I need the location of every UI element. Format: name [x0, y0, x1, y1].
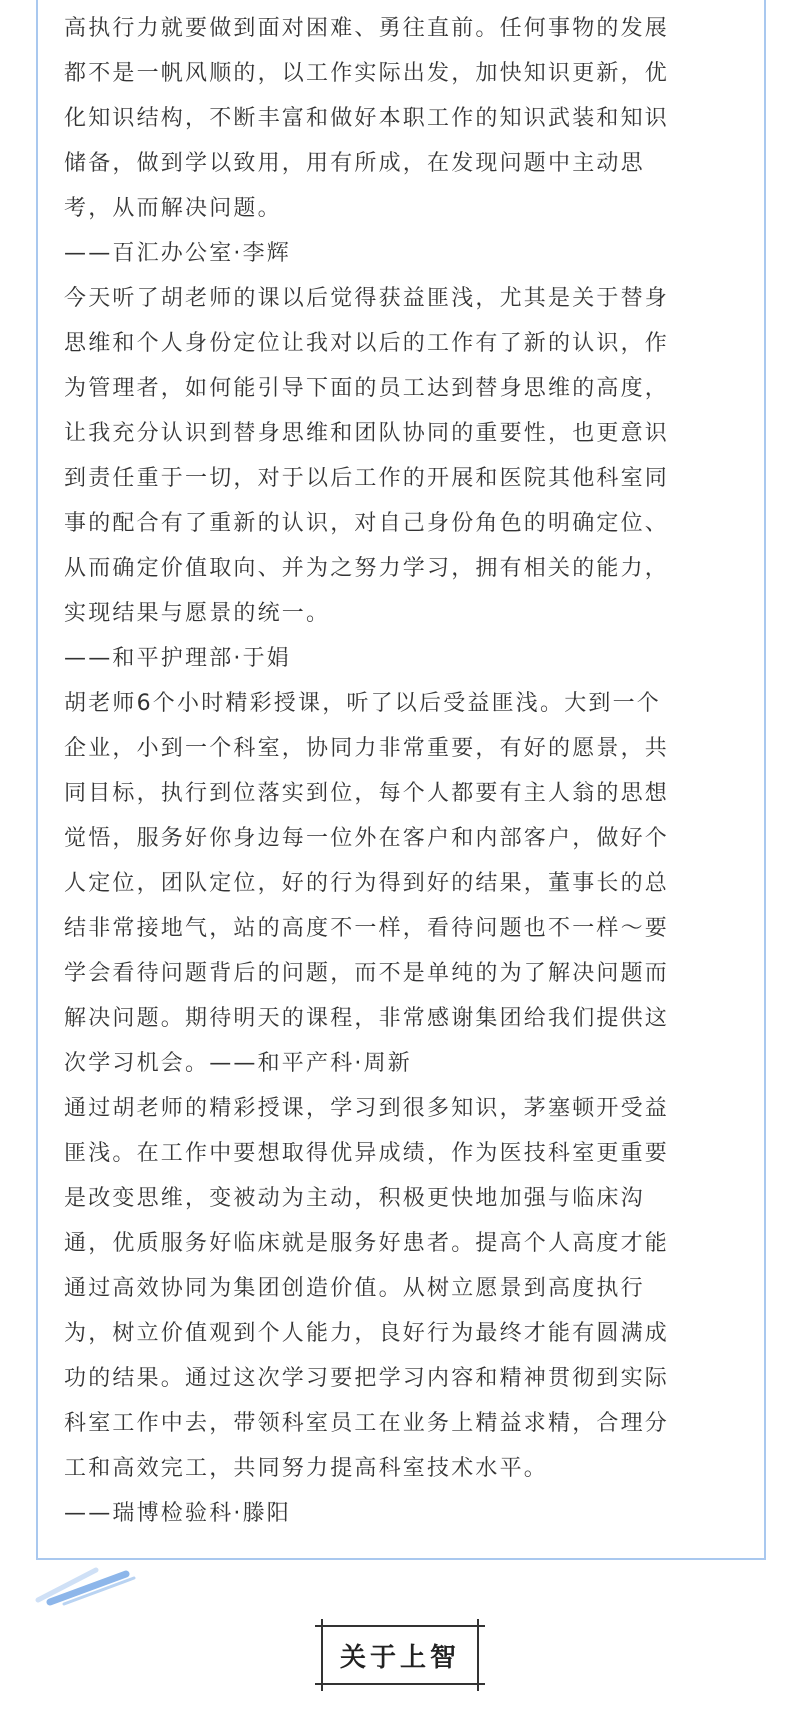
article-line: 科室工作中去，带领科室员工在业务上精益求精，合理分: [64, 1411, 670, 1436]
article-line: 觉悟，服务好你身边每一位外在客户和内部客户，做好个: [64, 826, 670, 851]
article-line: 通，优质服务好临床就是服务好患者。提高个人高度才能: [64, 1231, 670, 1256]
article-line: 思维和个人身份定位让我对以后的工作有了新的认识，作: [64, 331, 670, 356]
article-line: 解决问题。期待明天的课程，非常感谢集团给我们提供这: [64, 1006, 670, 1031]
article-line: 通过胡老师的精彩授课，学习到很多知识，茅塞顿开受益: [64, 1096, 670, 1121]
about-section-label: 关于上智: [339, 1642, 460, 1673]
article-line: 为管理者，如何能引导下面的员工达到替身思维的高度，: [64, 376, 670, 401]
article-body: [64, 6, 744, 1536]
author-signature: ——瑞博检验科·滕阳: [64, 1501, 291, 1526]
article-line: 今天听了胡老师的课以后觉得获益匪浅，尤其是关于替身: [64, 286, 670, 311]
article-line: 企业，小到一个科室，协同力非常重要，有好的愿景，共: [64, 736, 670, 761]
author-signature: ——和平护理部·于娟: [64, 646, 291, 671]
article-line: 是改变思维，变被动为主动，积极更快地加强与临床沟: [64, 1186, 645, 1211]
article-line: 次学习机会。——和平产科·周新: [64, 1051, 412, 1076]
article-line: 为，树立价值观到个人能力，良好行为最终才能有圆满成: [64, 1321, 670, 1346]
article-line: 通过高效协同为集团创造价值。从树立愿景到高度执行: [64, 1276, 645, 1301]
article-line: 化知识结构，不断丰富和做好本职工作的知识武装和知识: [64, 106, 670, 131]
article-line: 实现结果与愿景的统一。: [64, 601, 331, 626]
about-section-button[interactable]: [321, 1625, 479, 1685]
author-signature: ——百汇办公室·李辉: [64, 241, 291, 266]
article-line: 人定位，团队定位，好的行为得到好的结果，董事长的总: [64, 871, 670, 896]
article-line: 考，从而解决问题。: [64, 196, 282, 221]
article-line: 学会看待问题背后的问题，而不是单纯的为了解决问题而: [64, 961, 670, 986]
article-line: 都不是一帆风顺的，以工作实际出发，加快知识更新，优: [64, 61, 670, 86]
article-line: 让我充分认识到替身思维和团队协同的重要性，也更意识: [64, 421, 670, 446]
brush-stroke-decoration-icon: [34, 1556, 144, 1606]
article-line: 到责任重于一切，对于以后工作的开展和医院其他科室同: [64, 466, 670, 491]
article-line: 功的结果。通过这次学习要把学习内容和精神贯彻到实际: [64, 1366, 670, 1391]
article-line: 从而确定价值取向、并为之努力学习，拥有相关的能力，: [64, 556, 670, 581]
article-line: 事的配合有了重新的认识，对自己身份角色的明确定位、: [64, 511, 670, 536]
article-line: 同目标，执行到位落实到位，每个人都要有主人翁的思想: [64, 781, 670, 806]
article-line: 高执行力就要做到面对困难、勇往直前。任何事物的发展: [64, 16, 670, 41]
article-line: 胡老师6个小时精彩授课，听了以后受益匪浅。大到一个: [64, 691, 661, 716]
article-line: 匪浅。在工作中要想取得优异成绩，作为医技科室更重要: [64, 1141, 670, 1166]
article-line: 工和高效完工，共同努力提高科室技术水平。: [64, 1456, 549, 1481]
article-line: 结非常接地气，站的高度不一样，看待问题也不一样～要: [64, 916, 670, 941]
article-line: 储备，做到学以致用，用有所成，在发现问题中主动思: [64, 151, 645, 176]
